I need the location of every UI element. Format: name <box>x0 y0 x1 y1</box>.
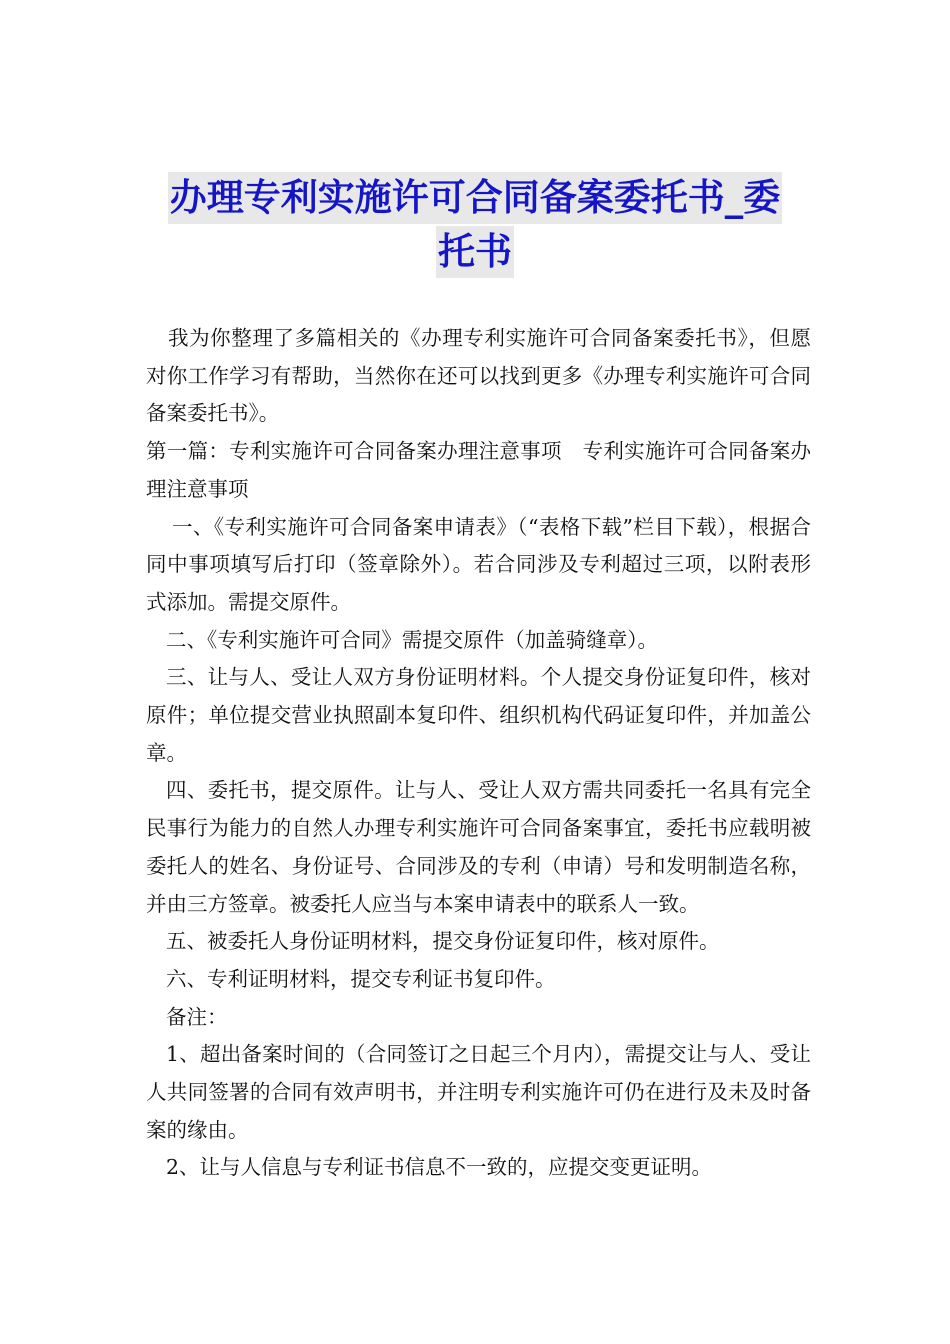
section-heading: 第一篇：专利实施许可合同备案办理注意事项 专利实施许可合同备案办理注意事项 <box>146 439 811 501</box>
item-6-paragraph: 六、专利证明材料，提交专利证书复印件。 <box>166 966 556 991</box>
notes-heading: 备注： <box>166 1004 228 1029</box>
item-1-paragraph: 一、《专利实施许可合同备案申请表》（“表格下载”栏目下载），根据合同中事项填写后打印（签章除外）。若合同涉及专利超过三项，以附表形式添加。需提交原件。 <box>146 514 811 614</box>
title-line-1: 办理专利实施许可合同备案委托书_委 <box>168 172 783 224</box>
document-title <box>0 172 950 278</box>
title-line-2: 托书 <box>436 226 514 278</box>
note-1-paragraph: 1、超出备案时间的（合同签订之日起三个月内），需提交让与人、受让人共同签署的合同有效声明书，并注明专利实施许可仍在进行及未及时备案的缘由。 <box>146 1042 811 1142</box>
item-5-paragraph: 五、被委托人身份证明材料，提交身份证复印件，核对原件。 <box>166 929 720 954</box>
item-2-paragraph: 二、《专利实施许可合同》需提交原件（加盖骑缝章）。 <box>166 627 658 652</box>
item-4-paragraph: 四、委托书，提交原件。让与人、受让人双方需共同委托一名具有完全民事行为能力的自然人办理专利实施许可合同备案事宜，委托书应载明被委托人的姓名、身份证号、合同涉及的专利（申请）号和发明制造名称，并由三方签章。被委托人应当与本案申请表中的联系人一致。 <box>146 778 811 916</box>
note-2-paragraph: 2、让与人信息与专利证书信息不一致的，应提交变更证明。 <box>166 1155 713 1180</box>
intro-paragraph: 我为你整理了多篇相关的《办理专利实施许可合同备案委托书》，但愿对你工作学习有帮助，当然你在还可以找到更多《办理专利实施许可合同备案委托书》。 <box>146 326 811 426</box>
document-body <box>146 320 811 1187</box>
item-3-paragraph: 三、让与人、受让人双方身份证明材料。个人提交身份证复印件，核对原件；单位提交营业执照副本复印件、组织机构代码证复印件，并加盖公章。 <box>146 665 811 765</box>
